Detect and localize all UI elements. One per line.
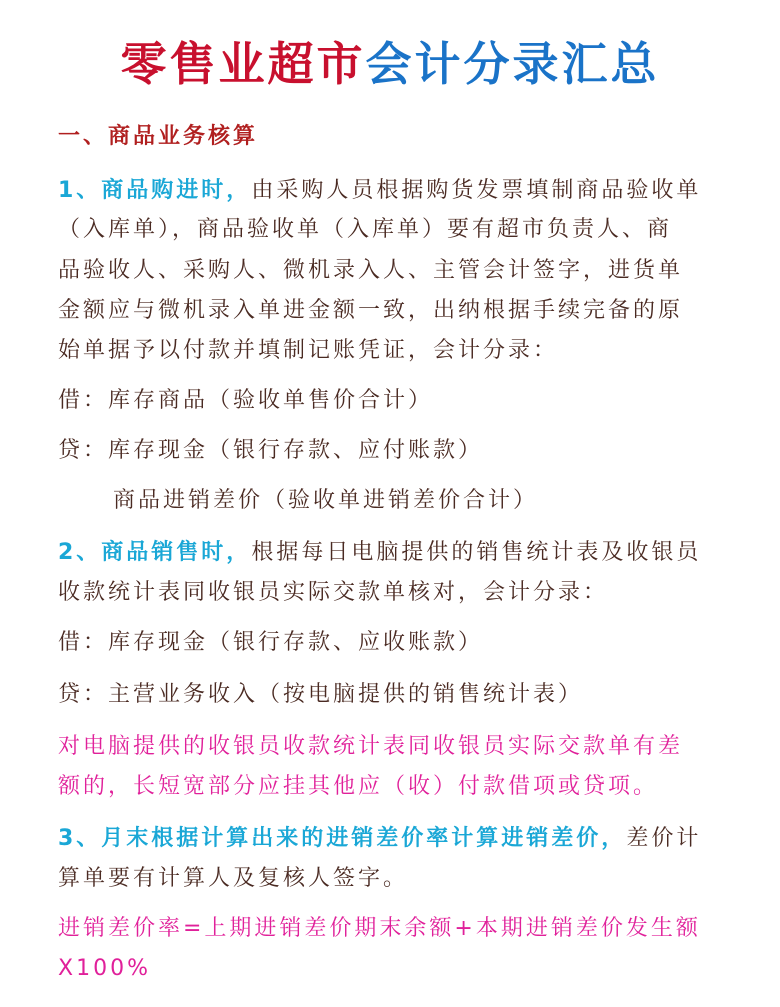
item2-note-line: 对电脑提供的收银员收款统计表同收银员实际交款单有差 [58, 734, 684, 759]
formula-line: X100% [58, 956, 151, 981]
item3-label: 3、月末根据计算出来的进销差价率计算进销差价， [58, 826, 627, 851]
title-part-blue: 会计分录汇总 [365, 37, 660, 91]
item2-first-line [58, 538, 701, 568]
item3-line: 算单要有计算人及复核人签字。 [58, 866, 409, 891]
item1-text: 由采购人员根据购货发票填制商品验收单 [251, 178, 702, 203]
item2-text: 根据每日电脑提供的销售统计表及收银员 [251, 540, 702, 565]
page-title [0, 36, 780, 92]
item3-first-line [58, 824, 701, 854]
section-heading: 一、商品业务核算 [58, 124, 259, 149]
item3-text: 差价计 [626, 826, 702, 851]
item2-note-line: 额的，长短宽部分应挂其他应（收）付款借项或贷项。 [58, 774, 659, 799]
item2-line: 收款统计表同收银员实际交款单核对，会计分录： [58, 580, 609, 605]
item1-debit: 借：库存商品（验收单售价合计） [58, 388, 434, 413]
item1-line: 金额应与微机录入单进金额一致，出纳根据手续完备的原 [58, 298, 684, 323]
item2-debit: 借：库存现金（银行存款、应收账款） [58, 630, 484, 655]
item1-first-line [58, 176, 701, 206]
item1-line: （入库单），商品验收单（入库单）要有超市负责人、商 [58, 217, 673, 242]
item1-label: 1、商品购进时， [58, 178, 252, 203]
item2-credit: 贷：主营业务收入（按电脑提供的销售统计表） [58, 682, 584, 707]
item1-credit: 贷：库存现金（银行存款、应付账款） [58, 438, 484, 463]
item1-line: 始单据予以付款并填制记账凭证，会计分录： [58, 338, 559, 363]
formula-line: 进销差价率=上期进销差价期末余额+本期进销差价发生额 [58, 916, 701, 941]
item1-line: 品验收人、采购人、微机录入人、主管会计签字，进货单 [58, 258, 684, 283]
title-part-red: 零售业超市 [120, 37, 366, 91]
item1-credit-extra: 商品进销差价（验收单进销差价合计） [113, 488, 539, 513]
item2-label: 2、商品销售时， [58, 540, 252, 565]
